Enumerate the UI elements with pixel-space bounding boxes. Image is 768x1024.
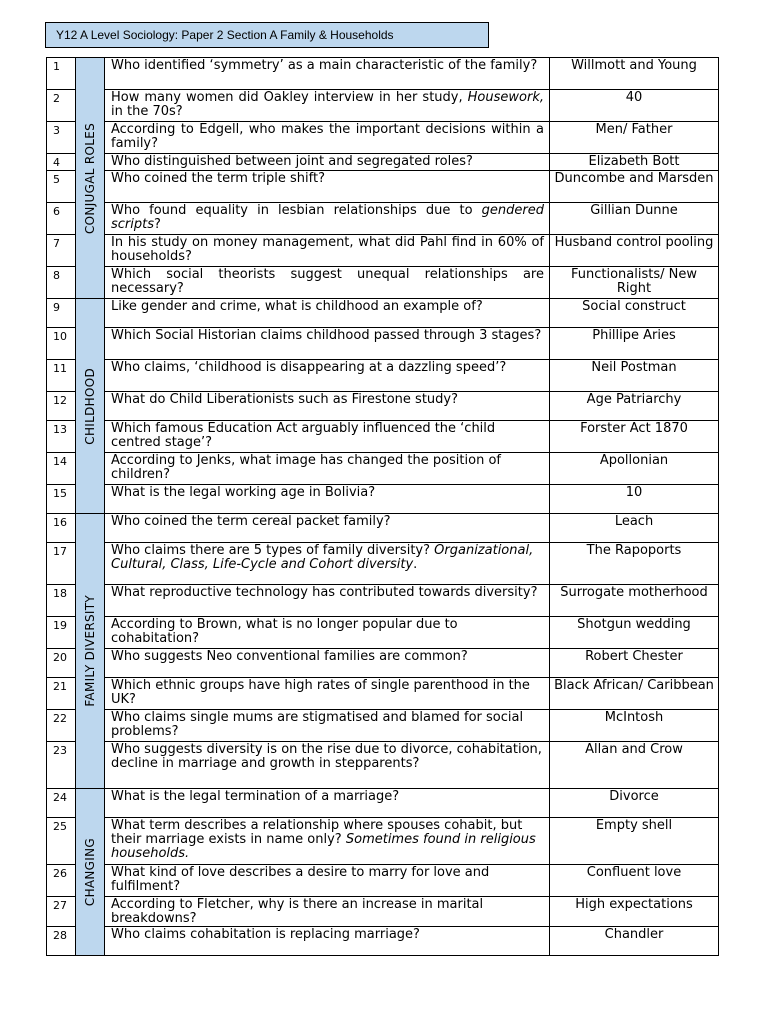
question-text (105, 171, 550, 203)
question-number: 21 (47, 678, 76, 710)
question-main: What kind of love describes a desire to marry for love and fulfilment? (111, 865, 490, 894)
table-row (47, 543, 719, 585)
question-number: 4 (47, 154, 76, 171)
question-number: 17 (47, 543, 76, 585)
question-tail: ? (154, 217, 161, 232)
section-label: CHILDHOOD (83, 367, 97, 445)
question-number: 1 (47, 58, 76, 90)
question-number: 18 (47, 585, 76, 617)
question-main: According to Fletcher, why is there an increase in marital breakdowns? (111, 897, 484, 926)
table-row (47, 122, 719, 154)
answer-text: Apollonian (550, 453, 719, 485)
table-row (47, 649, 719, 678)
answer-text: Gillian Dunne (550, 203, 719, 235)
question-main: Which ethnic groups have high rates of single parenthood in the UK? (111, 678, 530, 707)
question-text (105, 678, 550, 710)
question-text (105, 742, 550, 789)
question-main: Who found equality in lesbian relationships due to (111, 203, 473, 218)
table-row (47, 299, 719, 328)
question-number: 28 (47, 927, 76, 956)
answer-text: Age Patriarchy (550, 392, 719, 421)
question-number: 5 (47, 171, 76, 203)
table-row (47, 927, 719, 956)
question-main: Which Social Historian claims childhood passed through 3 stages? (111, 328, 542, 343)
question-text (105, 453, 550, 485)
table-row (47, 203, 719, 235)
table-row (47, 171, 719, 203)
question-text (105, 789, 550, 818)
question-main: What term describes a relationship where spouses cohabit, but their marriage exists in name only? (111, 818, 523, 847)
question-text (105, 617, 550, 649)
answer-text: Social construct (550, 299, 719, 328)
question-number: 22 (47, 710, 76, 742)
question-main: According to Brown, what is no longer popular due to cohabitation? (111, 617, 458, 646)
section-label: CHANGING (83, 837, 97, 907)
section-label-cell (76, 58, 105, 299)
question-text (105, 649, 550, 678)
question-italic: Organizational, Cultural, Class, Life-Cycle and Cohort diversity (111, 543, 534, 572)
answer-text: Confluent love (550, 865, 719, 897)
question-main: Who coined the term cereal packet family? (111, 514, 391, 529)
question-number: 27 (47, 897, 76, 927)
question-number: 24 (47, 789, 76, 818)
question-number: 23 (47, 742, 76, 789)
table-row (47, 453, 719, 485)
question-number: 8 (47, 267, 76, 299)
table-row (47, 514, 719, 543)
table-row (47, 742, 719, 789)
question-italic: Housework, (467, 90, 544, 105)
question-text (105, 485, 550, 514)
answer-text: High expectations (550, 897, 719, 927)
question-number: 25 (47, 818, 76, 865)
question-text (105, 90, 550, 122)
question-text (105, 299, 550, 328)
question-main: In his study on money management, what did Pahl find in 60% of households? (111, 235, 544, 264)
question-number: 3 (47, 122, 76, 154)
question-number: 7 (47, 235, 76, 267)
question-text (105, 710, 550, 742)
question-main: Who claims there are 5 types of family diversity? (111, 543, 431, 558)
section-label-cell (76, 789, 105, 956)
table-row (47, 585, 719, 617)
question-text (105, 543, 550, 585)
question-text (105, 58, 550, 90)
answer-text: Surrogate motherhood (550, 585, 719, 617)
table-row (47, 154, 719, 171)
answer-text: Allan and Crow (550, 742, 719, 789)
question-text (105, 897, 550, 927)
question-main: Which famous Education Act arguably influenced the ‘child centred stage’? (111, 421, 496, 450)
table-row (47, 818, 719, 865)
question-text (105, 328, 550, 360)
answer-text: Leach (550, 514, 719, 543)
question-main: Who coined the term triple shift? (111, 171, 326, 186)
question-main: How many women did Oakley interview in her study, (111, 90, 463, 105)
answer-text: Willmott and Young (550, 58, 719, 90)
question-main: According to Jenks, what image has changed the position of children? (111, 453, 501, 482)
answer-text: Men/ Father (550, 122, 719, 154)
table-row (47, 360, 719, 392)
question-number: 19 (47, 617, 76, 649)
answer-text: Shotgun wedding (550, 617, 719, 649)
answer-text: Functionalists/ New Right (550, 267, 719, 299)
question-number: 10 (47, 328, 76, 360)
question-main: Who identified ‘symmetry’ as a main characteristic of the family? (111, 58, 538, 73)
answer-text: Empty shell (550, 818, 719, 865)
table-row (47, 789, 719, 818)
table-row (47, 865, 719, 897)
question-text (105, 514, 550, 543)
table-row (47, 328, 719, 360)
answer-text: Chandler (550, 927, 719, 956)
answer-text: Duncombe and Marsden (550, 171, 719, 203)
table-row (47, 235, 719, 267)
question-main: What reproductive technology has contributed towards diversity? (111, 585, 538, 600)
question-number: 13 (47, 421, 76, 453)
question-text (105, 203, 550, 235)
answer-text: Black African/ Caribbean (550, 678, 719, 710)
question-main: What is the legal termination of a marriage? (111, 789, 400, 804)
question-text (105, 235, 550, 267)
answer-text: 40 (550, 90, 719, 122)
answer-text: 10 (550, 485, 719, 514)
table-row (47, 678, 719, 710)
question-main: Like gender and crime, what is childhood an example of? (111, 299, 483, 314)
question-main: Who suggests diversity is on the rise due to divorce, cohabitation, decline in marriage and growth in stepparents? (111, 742, 542, 771)
question-number: 6 (47, 203, 76, 235)
question-main: Who claims cohabitation is replacing marriage? (111, 927, 420, 942)
question-main: Who distinguished between joint and segregated roles? (111, 154, 473, 169)
question-text (105, 267, 550, 299)
question-italic: Sometimes found in religious households. (111, 832, 536, 861)
question-main: According to Edgell, who makes the important decisions within a family? (111, 122, 544, 151)
table-row (47, 58, 719, 90)
question-text (105, 865, 550, 897)
question-table (46, 57, 719, 956)
table-row (47, 421, 719, 453)
answer-text: Husband control pooling (550, 235, 719, 267)
question-main: What is the legal working age in Bolivia? (111, 485, 376, 500)
answer-text: Elizabeth Bott (550, 154, 719, 171)
answer-text: McIntosh (550, 710, 719, 742)
section-label-cell (76, 514, 105, 789)
table-row (47, 392, 719, 421)
question-number: 15 (47, 485, 76, 514)
question-tail: in the 70s? (111, 104, 183, 119)
answer-text: Forster Act 1870 (550, 421, 719, 453)
question-number: 16 (47, 514, 76, 543)
question-number: 14 (47, 453, 76, 485)
table-row (47, 897, 719, 927)
question-text (105, 421, 550, 453)
page-title: Y12 A Level Sociology: Paper 2 Section A Family & Households (45, 22, 489, 48)
question-number: 9 (47, 299, 76, 328)
question-number: 26 (47, 865, 76, 897)
section-label: CONJUGAL ROLES (83, 122, 97, 234)
question-main: Who claims, ‘childhood is disappearing at a dazzling speed’? (111, 360, 507, 375)
section-label-cell (76, 299, 105, 514)
question-number: 11 (47, 360, 76, 392)
question-main: Who suggests Neo conventional families are common? (111, 649, 468, 664)
table-row (47, 617, 719, 649)
question-text (105, 585, 550, 617)
question-text (105, 392, 550, 421)
answer-text: Divorce (550, 789, 719, 818)
table-row (47, 90, 719, 122)
question-text (105, 154, 550, 171)
question-number: 12 (47, 392, 76, 421)
question-main: Which social theorists suggest unequal relationships are necessary? (111, 267, 544, 296)
answer-text: Phillipe Aries (550, 328, 719, 360)
table-row (47, 710, 719, 742)
question-text (105, 927, 550, 956)
answer-text: The Rapoports (550, 543, 719, 585)
table-row (47, 485, 719, 514)
section-label: FAMILY DIVERSITY (83, 595, 97, 707)
answer-text: Robert Chester (550, 649, 719, 678)
question-text (105, 818, 550, 865)
question-number: 2 (47, 90, 76, 122)
question-main: What do Child Liberationists such as Firestone study? (111, 392, 459, 407)
question-tail: . (413, 557, 418, 572)
question-text (105, 360, 550, 392)
question-main: Who claims single mums are stigmatised and blamed for social problems? (111, 710, 524, 739)
question-italic: gendered scripts (111, 203, 544, 232)
question-number: 20 (47, 649, 76, 678)
table-row (47, 267, 719, 299)
question-text (105, 122, 550, 154)
answer-text: Neil Postman (550, 360, 719, 392)
